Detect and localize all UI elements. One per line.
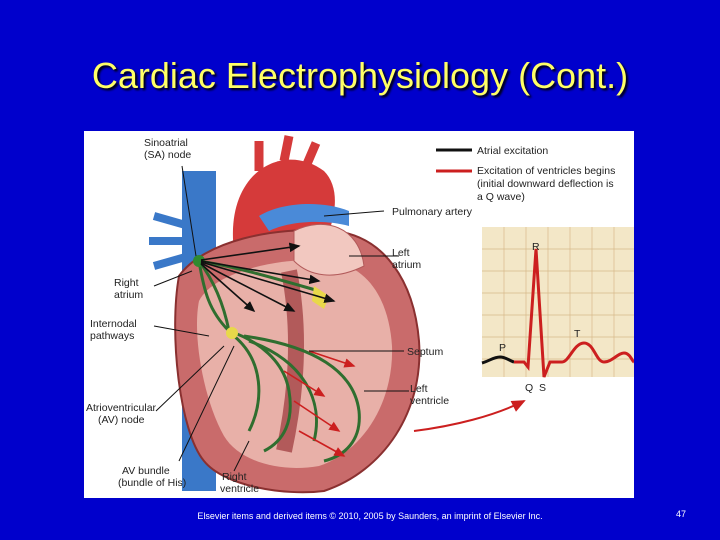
label-pulmonary-artery: Pulmonary artery — [392, 206, 472, 218]
label-right-ventricle-2: ventricle — [220, 483, 260, 495]
legend-ventricular-2: (initial downward deflection is — [477, 178, 614, 190]
label-left-ventricle-1: Left — [410, 383, 428, 395]
label-right-ventricle-1: Right — [222, 471, 247, 483]
label-av-bundle-2: (bundle of His) — [118, 477, 187, 489]
label-av-bundle-1: AV bundle — [122, 465, 170, 477]
legend-ventricular-1: Excitation of ventricles begins — [477, 165, 616, 177]
heart-diagram — [84, 131, 634, 498]
legend-atrial: Atrial excitation — [477, 145, 549, 157]
legend-ventricular-3: a Q wave) — [477, 191, 525, 203]
label-sa-2: (SA) node — [144, 149, 192, 161]
label-left-ventricle-2: ventricle — [410, 395, 450, 407]
ecg-label-t: T — [574, 328, 581, 340]
label-sa-1: Sinoatrial — [144, 137, 188, 149]
label-right-atrium-1: Right — [114, 277, 139, 289]
slide-footer: Elsevier items and derived items © 2010, 2005 by Saunders, an imprint of Elsevier Inc. — [197, 511, 543, 521]
slide-title: Cardiac Electrophysiology (Cont.) — [91, 55, 629, 96]
ecg-label-p: P — [499, 342, 507, 354]
label-septum: Septum — [407, 346, 444, 358]
ecg-strip — [482, 227, 634, 377]
label-internodal-1: Internodal — [90, 318, 137, 330]
label-av-node-1: Atrioventricular — [86, 402, 157, 414]
label-internodal-2: pathways — [90, 330, 135, 342]
label-left-atrium-1: Left — [392, 247, 410, 259]
ecg-label-r: R — [532, 241, 540, 253]
left-atrium-region — [294, 224, 364, 275]
label-av-node-2: (AV) node — [98, 414, 145, 426]
label-right-atrium-2: atrium — [114, 289, 144, 301]
ecg-label-s: S — [539, 382, 547, 394]
heart-conduction-figure — [84, 131, 634, 498]
page-number: 47 — [676, 509, 687, 519]
pulmonary-veins — [149, 216, 189, 266]
ecg-label-q: Q — [525, 382, 534, 394]
av-node-marker — [226, 327, 238, 339]
label-left-atrium-2: atrium — [392, 259, 422, 271]
